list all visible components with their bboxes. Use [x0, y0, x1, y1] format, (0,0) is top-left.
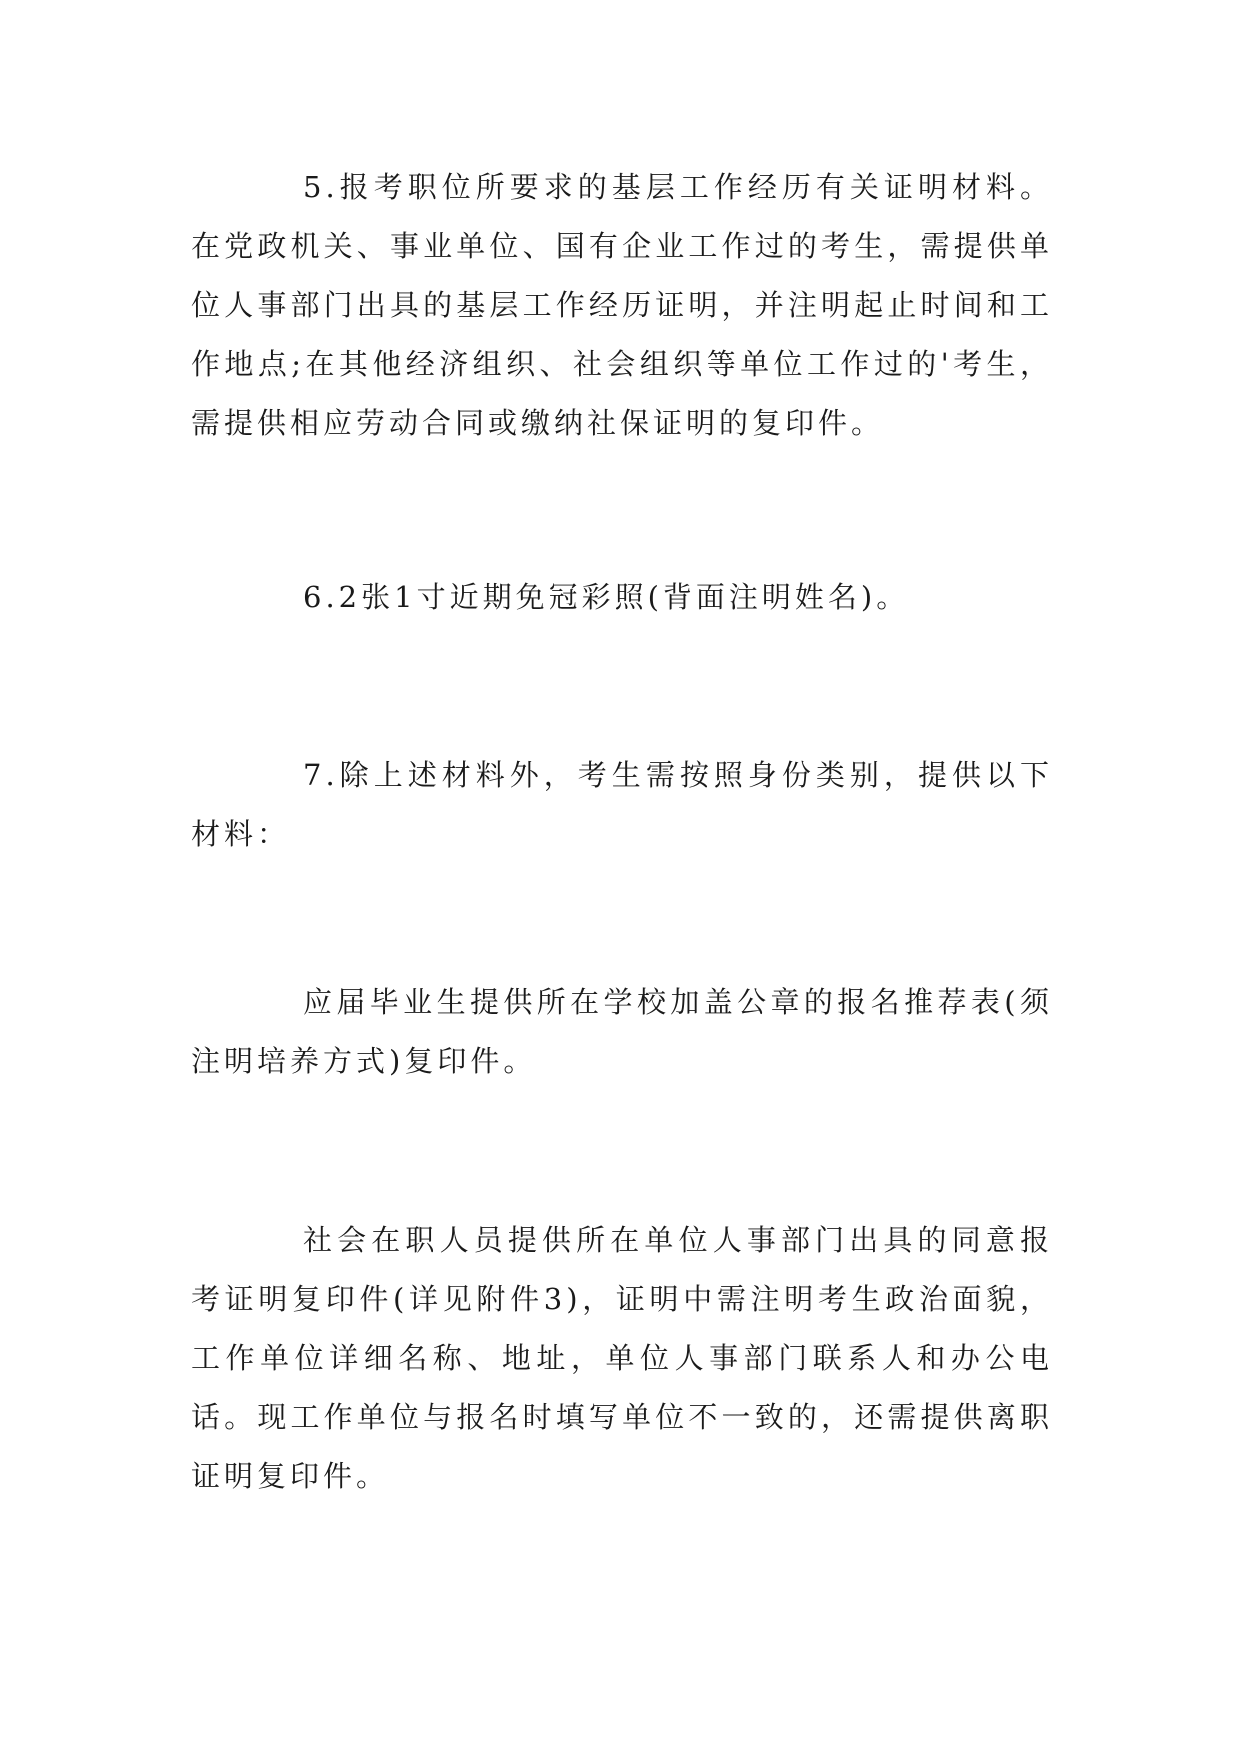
paragraph-item-7: 7.除上述材料外，考生需按照身份类别，提供以下材料： — [191, 758, 1053, 851]
paragraph-item-5: 5.报考职位所要求的基层工作经历有关证明材料。在党政机关、事业单位、国有企业工作过的考生，需提供单位人事部门出具的基层工作经历证明，并注明起止时间和工作地点;在其他经济组织、社会组织等单位工作过的'考生，需提供相应劳动合同或缴纳社保证明的复印件。 — [191, 170, 1053, 440]
paragraph-employed: 社会在职人员提供所在单位人事部门出具的同意报考证明复印件(详见附件3)，证明中需注明考生政治面貌，工作单位详细名称、地址，单位人事部门联系人和办公电话。现工作单位与报名时填写单位不一致的，还需提供离职证明复印件。 — [191, 1223, 1053, 1493]
paragraph-item-6: 6.2张1寸近期免冠彩照(背面注明姓名)。 — [303, 580, 910, 614]
paragraph-graduates: 应届毕业生提供所在学校加盖公章的报名推荐表(须注明培养方式)复印件。 — [191, 985, 1053, 1078]
